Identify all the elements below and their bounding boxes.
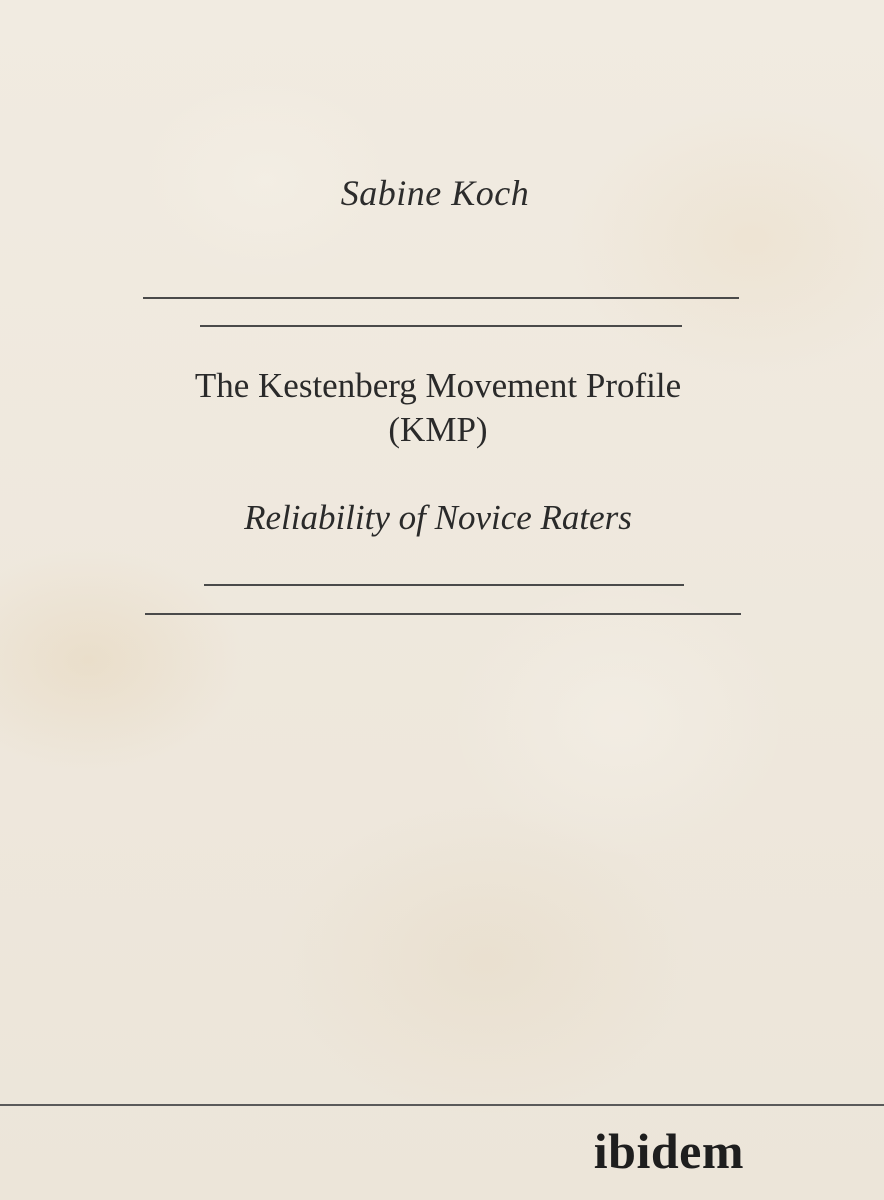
- bottom-divider-long: [145, 613, 741, 615]
- top-divider-long: [143, 297, 739, 299]
- title-line-abbreviation: (KMP): [388, 410, 488, 449]
- book-subtitle: Reliability of Novice Raters: [244, 498, 632, 537]
- author-name: Sabine Koch: [340, 173, 530, 213]
- footer-divider: [0, 1104, 884, 1106]
- top-divider-short: [200, 325, 682, 327]
- book-title: [0, 364, 876, 452]
- bottom-divider-short: [204, 584, 684, 586]
- title-line-main: The Kestenberg Movement Profile: [194, 366, 682, 405]
- publisher-name: ibidem: [593, 1123, 744, 1179]
